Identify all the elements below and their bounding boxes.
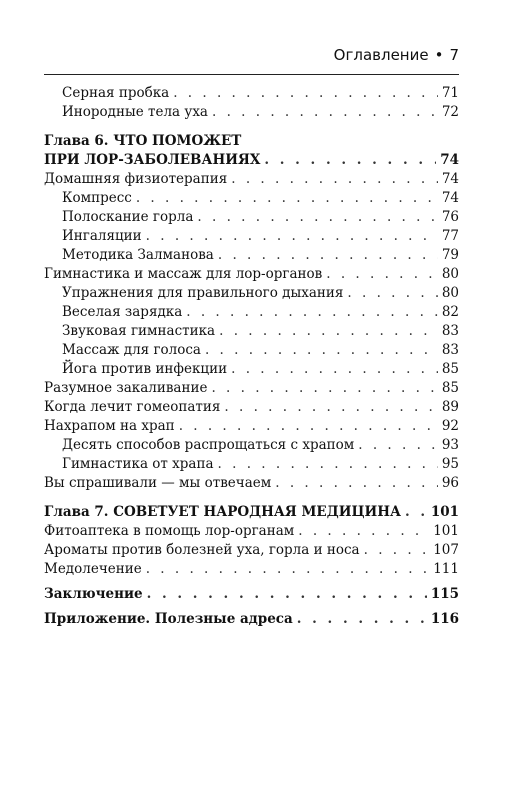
- dot-leader: [231, 170, 438, 189]
- toc-entry-page: 74: [441, 190, 459, 206]
- chapter-title-text: Глава 6. ЧТО ПОМОЖЕТ: [44, 133, 242, 149]
- header-rule: [44, 74, 459, 75]
- toc-entry-page: 80: [441, 266, 459, 282]
- toc-entry-page: 92: [441, 418, 459, 434]
- toc-entry-text: Десять способов распрощаться с храпом: [62, 437, 355, 453]
- chapter-6-title-line1: [44, 132, 459, 151]
- dot-leader: [173, 84, 438, 103]
- toc-entry: [44, 417, 459, 436]
- toc-entry: [44, 303, 459, 322]
- running-header: [44, 46, 459, 64]
- dot-leader: [347, 284, 437, 303]
- toc-entry-page: 85: [441, 361, 459, 377]
- toc-entry-page: 116: [430, 611, 459, 627]
- toc-entry-page: 82: [441, 304, 459, 320]
- dot-leader: [147, 585, 427, 604]
- toc-entry: [44, 170, 459, 189]
- toc-entry: [44, 436, 459, 455]
- toc-entry: [44, 379, 459, 398]
- dot-leader: [297, 610, 427, 629]
- toc-entry-text: Методика Залманова: [62, 247, 214, 263]
- dot-leader: [364, 541, 430, 560]
- toc-entry-page: 74: [441, 171, 459, 187]
- dot-leader: [218, 246, 438, 265]
- dot-leader: [212, 103, 438, 122]
- chapter-page: 101: [430, 504, 459, 520]
- toc-entry: [44, 455, 459, 474]
- toc-entry-page: 72: [441, 104, 459, 120]
- toc-entry-text: Заключение: [44, 586, 143, 602]
- toc-entry-page: 80: [441, 285, 459, 301]
- toc-entry-page: 111: [433, 561, 459, 577]
- toc-entry-text: Упражнения для правильного дыхания: [62, 285, 344, 301]
- toc-entry-page: 107: [433, 542, 459, 558]
- toc-conclusion: [44, 585, 459, 604]
- toc-entry-page: 79: [441, 247, 459, 263]
- toc-entry-page: 115: [430, 586, 459, 602]
- toc-entry-text: Гимнастика от храпа: [62, 456, 214, 472]
- toc-entry-text: Домашняя физиотерапия: [44, 171, 228, 187]
- toc-entry-text: Гимнастика и массаж для лор-органов: [44, 266, 323, 282]
- toc-entry-page: 76: [441, 209, 459, 225]
- toc-entry-ear-plug: [44, 84, 459, 103]
- toc-entry: [44, 541, 459, 560]
- toc-entry-text: Медолечение: [44, 561, 142, 577]
- spacer: [44, 122, 459, 132]
- dot-leader: [146, 227, 438, 246]
- toc-entry-page: 85: [441, 380, 459, 396]
- header-page-number: 7: [449, 46, 459, 64]
- toc-entry-text: Полоскание горла: [62, 209, 194, 225]
- toc-appendix: [44, 610, 459, 629]
- toc-entry-text: Вы спрашивали — мы отвечаем: [44, 475, 272, 491]
- table-of-contents: [44, 84, 459, 629]
- dot-leader: [219, 322, 438, 341]
- dot-leader: [136, 189, 438, 208]
- toc-entry-text: Йога против инфекции: [62, 361, 228, 377]
- toc-entry-text: Когда лечит гомеопатия: [44, 399, 221, 415]
- toc-entry-page: 83: [441, 342, 459, 358]
- spacer: [44, 493, 459, 503]
- toc-entry-page: 71: [441, 85, 459, 101]
- toc-entry-text: Серная пробка: [62, 85, 170, 101]
- header-section-title: Оглавление: [333, 46, 429, 64]
- toc-entry: [44, 398, 459, 417]
- toc-entry-text: Разумное закаливание: [44, 380, 208, 396]
- toc-entry: [44, 474, 459, 493]
- toc-entry: [44, 246, 459, 265]
- dot-leader: [224, 398, 437, 417]
- toc-entry-text: Инородные тела уха: [62, 104, 208, 120]
- dot-leader: [146, 560, 430, 579]
- toc-entry: [44, 189, 459, 208]
- dot-leader: [298, 522, 429, 541]
- chapter-6-title-line2: [44, 151, 459, 170]
- dot-leader: [275, 474, 438, 493]
- toc-entry: [44, 208, 459, 227]
- toc-entry-text: Веселая зарядка: [62, 304, 183, 320]
- toc-entry: [44, 227, 459, 246]
- dot-leader: [264, 151, 436, 170]
- toc-entry-page: 83: [441, 323, 459, 339]
- toc-entry-text: Ароматы против болезней уха, горла и носа: [44, 542, 360, 558]
- toc-entry: [44, 265, 459, 284]
- chapter-page: 74: [440, 152, 459, 168]
- toc-entry-page: 93: [441, 437, 459, 453]
- toc-entry-page: 77: [441, 228, 459, 244]
- toc-entry-text: Звуковая гимнастика: [62, 323, 216, 339]
- toc-entry-page: 89: [441, 399, 459, 415]
- chapter-7-title: [44, 503, 459, 522]
- toc-entry: [44, 560, 459, 579]
- toc-entry: [44, 360, 459, 379]
- dot-leader: [205, 341, 438, 360]
- header-bullet: •: [434, 46, 444, 64]
- toc-entry-page: 95: [441, 456, 459, 472]
- dot-leader: [326, 265, 438, 284]
- toc-entry-text: Приложение. Полезные адреса: [44, 611, 293, 627]
- dot-leader: [211, 379, 437, 398]
- toc-entry-foreign-bodies: [44, 103, 459, 122]
- dot-leader: [231, 360, 438, 379]
- toc-entry-page: 101: [433, 523, 459, 539]
- dot-leader: [197, 208, 437, 227]
- toc-entry-page: 96: [441, 475, 459, 491]
- chapter-title-text: Глава 7. СОВЕТУЕТ НАРОДНАЯ МЕДИЦИНА: [44, 504, 402, 520]
- toc-entry-text: Компресс: [62, 190, 132, 206]
- toc-entry-text: Фитоаптека в помощь лор-органам: [44, 523, 295, 539]
- dot-leader: [179, 417, 438, 436]
- dot-leader: [358, 436, 438, 455]
- chapter-title-text: ПРИ ЛОР-ЗАБОЛЕВАНИЯХ: [44, 152, 261, 168]
- toc-entry: [44, 522, 459, 541]
- toc-entry: [44, 284, 459, 303]
- toc-entry-text: Ингаляции: [62, 228, 142, 244]
- dot-leader: [186, 303, 438, 322]
- dot-leader: [218, 455, 438, 474]
- toc-entry-text: Массаж для голоса: [62, 342, 201, 358]
- toc-entry-text: Нахрапом на храп: [44, 418, 175, 434]
- toc-entry: [44, 322, 459, 341]
- dot-leader: [405, 503, 427, 522]
- toc-entry: [44, 341, 459, 360]
